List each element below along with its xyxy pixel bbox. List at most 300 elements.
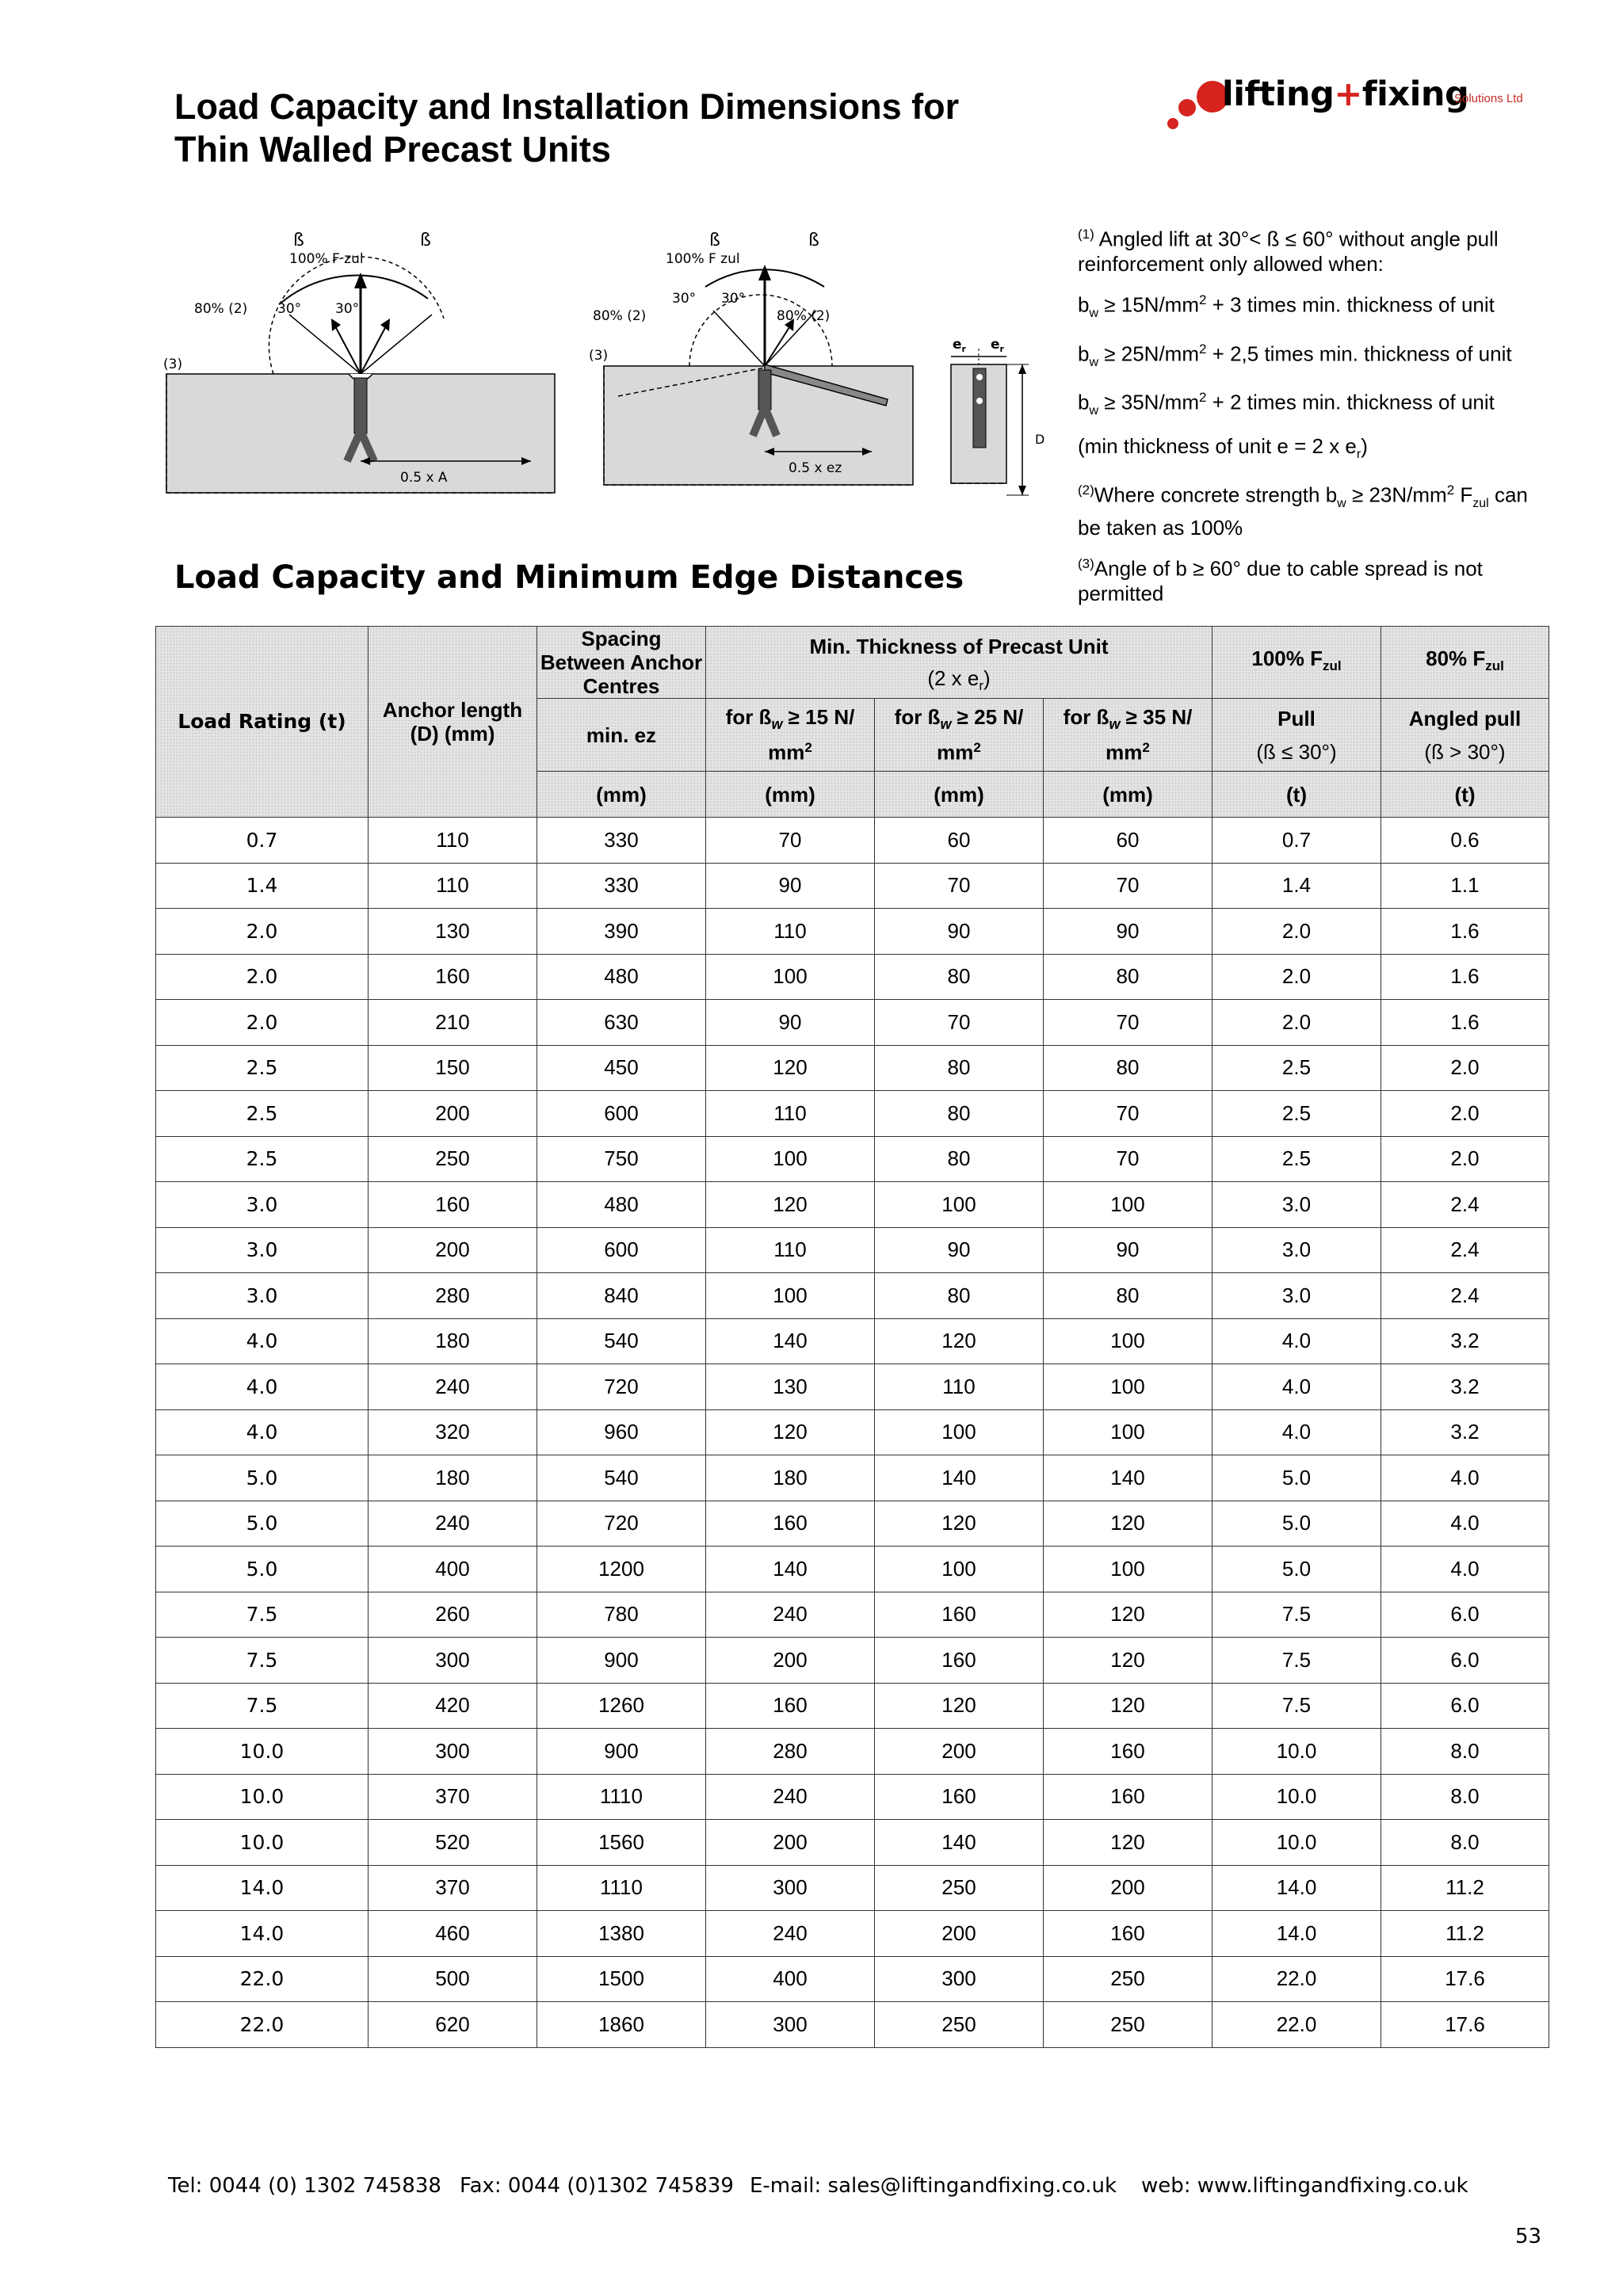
table-cell: 11.2 (1381, 1865, 1549, 1911)
table-cell: 70 (1044, 1000, 1212, 1046)
header-pull: Pull (ß ≤ 30°) (1212, 699, 1381, 772)
table-cell: 160 (369, 1182, 537, 1228)
note-ref-label: (3) (163, 357, 183, 372)
table-cell: 480 (537, 954, 706, 1000)
table-cell: 110 (706, 909, 875, 955)
table-cell: 900 (537, 1638, 706, 1684)
edge-distance-diagram (935, 333, 1070, 507)
table-cell: 80 (875, 1045, 1044, 1091)
table-cell: 160 (706, 1501, 875, 1547)
table-cell: 300 (369, 1638, 537, 1684)
table-cell: 80 (875, 1136, 1044, 1182)
table-cell: 110 (369, 863, 537, 909)
note-ref-label: (3) (589, 348, 609, 364)
table-cell: 2.5 (156, 1045, 369, 1091)
table-cell: 2.5 (1212, 1045, 1381, 1091)
table-row (156, 954, 1549, 1000)
table-cell: 600 (537, 1091, 706, 1137)
table-row (156, 1318, 1549, 1364)
table-cell: 120 (1044, 1638, 1212, 1684)
table-cell: 3.0 (1212, 1273, 1381, 1319)
table-cell: 3.0 (1212, 1227, 1381, 1273)
table-cell: 140 (875, 1455, 1044, 1501)
angle-mid-label: 30° (721, 291, 746, 307)
table-cell: 250 (875, 1865, 1044, 1911)
table-cell: 90 (1044, 909, 1212, 955)
page-number: 53 (1515, 2225, 1542, 2248)
table-cell: 2.5 (1212, 1091, 1381, 1137)
table-cell: 8.0 (1381, 1774, 1549, 1820)
table-cell: 120 (875, 1501, 1044, 1547)
table-cell: 1380 (537, 1911, 706, 1957)
table-cell: 100 (1044, 1182, 1212, 1228)
table-cell: 4.0 (1381, 1455, 1549, 1501)
table-cell: 70 (875, 1000, 1044, 1046)
table-cell: 10.0 (156, 1729, 369, 1775)
table-cell: 4.0 (1381, 1547, 1549, 1592)
er-left-label: $e_r$ (953, 337, 966, 354)
table-cell: 10.0 (1212, 1820, 1381, 1866)
table-cell: 140 (706, 1547, 875, 1592)
header-load-rating: Load Rating (t) (156, 627, 369, 818)
footer-tel: Tel: 0044 (0) 1302 745838 (168, 2174, 441, 2198)
table-cell: 100 (1044, 1409, 1212, 1455)
table-cell: 2.0 (1381, 1091, 1549, 1137)
table-cell: 260 (369, 1592, 537, 1638)
table-cell: 200 (369, 1227, 537, 1273)
note-3: $^{(3)}$Angle of b ≥ 60° due to cable spread is not permitted (1078, 556, 1483, 605)
company-logo (1163, 71, 1544, 143)
note-1: $^{(1)}$ Angled lift at 30°< ß ≤ 60° without angle pull reinforcement only allowed when: (1078, 227, 1499, 276)
table-cell: 110 (706, 1091, 875, 1137)
table-row (156, 1000, 1549, 1046)
table-cell: 2.0 (1381, 1136, 1549, 1182)
table-cell: 140 (706, 1318, 875, 1364)
unit-thickness-25: (mm) (875, 772, 1044, 818)
note-bw15: $b_w \ge 15N/mm^2 + 3$ times min. thickness of unit (1078, 292, 1495, 320)
table-cell: 480 (537, 1182, 706, 1228)
table-cell: 120 (706, 1045, 875, 1091)
table-cell: 900 (537, 1729, 706, 1775)
table-cell: 130 (369, 909, 537, 955)
footer-email[interactable]: E-mail: sales@liftingandfixing.co.uk (750, 2174, 1117, 2198)
table-row (156, 1501, 1549, 1547)
header-thickness-15: for $ß_w \ge 15$ N/ $mm^2$ (706, 699, 875, 772)
table-row (156, 1729, 1549, 1775)
table-cell: 1.4 (1212, 863, 1381, 909)
table-cell: 0.7 (156, 818, 369, 864)
table-cell: 1860 (537, 2002, 706, 2048)
table-row (156, 1091, 1549, 1137)
footer-fax: Fax: 0044 (0)1302 745839 (460, 2174, 734, 2198)
table-cell: 4.0 (156, 1364, 369, 1410)
table-cell: 10.0 (156, 1774, 369, 1820)
table-cell: 300 (706, 1865, 875, 1911)
table-cell: 390 (537, 909, 706, 955)
table-cell: 2.0 (1212, 909, 1381, 955)
table-cell: 22.0 (156, 2002, 369, 2048)
table-cell: 300 (875, 1956, 1044, 2002)
header-f80: 80% $F_{zul}$ (1381, 627, 1549, 699)
table-cell: 70 (1044, 1136, 1212, 1182)
table-cell: 120 (1044, 1683, 1212, 1729)
table-cell: 5.0 (1212, 1501, 1381, 1547)
table-cell: 2.5 (156, 1136, 369, 1182)
table-cell: 1.1 (1381, 863, 1549, 909)
table-cell: 120 (875, 1683, 1044, 1729)
table-cell: 200 (875, 1911, 1044, 1957)
table-cell: 3.0 (1212, 1182, 1381, 1228)
table-cell: 22.0 (1212, 2002, 1381, 2048)
beta-left-label: ß (709, 231, 720, 250)
table-cell: 90 (1044, 1227, 1212, 1273)
table-cell: 70 (875, 863, 1044, 909)
table-cell: 2.0 (156, 954, 369, 1000)
section-subtitle: Load Capacity and Minimum Edge Distances (174, 559, 964, 596)
table-row (156, 1273, 1549, 1319)
dimension-label: 0.5 x A (400, 470, 448, 486)
table-cell: 200 (875, 1729, 1044, 1775)
table-cell: 14.0 (1212, 1911, 1381, 1957)
full-load-label: 100% F zul (666, 251, 740, 267)
table-cell: 14.0 (156, 1865, 369, 1911)
table-cell: 100 (875, 1547, 1044, 1592)
table-cell: 130 (706, 1364, 875, 1410)
table-cell: 2.5 (1212, 1136, 1381, 1182)
table-cell: 7.5 (156, 1683, 369, 1729)
table-cell: 1.6 (1381, 954, 1549, 1000)
table-cell: 90 (706, 1000, 875, 1046)
table-cell: 0.6 (1381, 818, 1549, 864)
footer-web[interactable]: web: www.liftingandfixing.co.uk (1141, 2174, 1468, 2198)
table-cell: 1500 (537, 1956, 706, 2002)
header-thickness-25: for $ß_w \ge 25$ N/ $mm^2$ (875, 699, 1044, 772)
table-cell: 780 (537, 1592, 706, 1638)
notes-block (1078, 222, 1553, 617)
table-cell: 450 (537, 1045, 706, 1091)
table-row (156, 1865, 1549, 1911)
table-cell: 720 (537, 1501, 706, 1547)
note-bw35: $b_w \ge 35N/mm^2 + 2$ times min. thickness of unit (1078, 390, 1495, 418)
table-cell: 330 (537, 818, 706, 864)
table-cell: 70 (706, 818, 875, 864)
table-cell: 370 (369, 1774, 537, 1820)
table-row (156, 909, 1549, 955)
table-cell: 4.0 (1212, 1409, 1381, 1455)
table-cell: 2.0 (156, 1000, 369, 1046)
table-cell: 3.2 (1381, 1364, 1549, 1410)
table-cell: 400 (706, 1956, 875, 2002)
table-row (156, 1774, 1549, 1820)
table-cell: 1.4 (156, 863, 369, 909)
table-cell: 180 (369, 1318, 537, 1364)
table-row (156, 1455, 1549, 1501)
table-row (156, 1547, 1549, 1592)
table-cell: 1110 (537, 1865, 706, 1911)
header-spacing: Spacing Between Anchor Centres (537, 627, 706, 699)
table-cell: 1.6 (1381, 909, 1549, 955)
table-cell: 2.0 (1212, 1000, 1381, 1046)
unit-pull: (t) (1212, 772, 1381, 818)
table-cell: 240 (369, 1501, 537, 1547)
table-cell: 520 (369, 1820, 537, 1866)
table-cell: 1200 (537, 1547, 706, 1592)
table-cell: 620 (369, 2002, 537, 2048)
table-cell: 60 (875, 818, 1044, 864)
table-body (156, 818, 1549, 2048)
table-cell: 11.2 (1381, 1911, 1549, 1957)
full-load-label: 100% F zul (289, 251, 364, 267)
unit-thickness-15: (mm) (706, 772, 875, 818)
table-cell: 4.0 (156, 1318, 369, 1364)
table-cell: 80 (875, 954, 1044, 1000)
table-cell: 160 (706, 1683, 875, 1729)
beta-right-label: ß (808, 231, 819, 250)
table-cell: 80 (1044, 954, 1212, 1000)
table-cell: 1260 (537, 1683, 706, 1729)
table-cell: 70 (1044, 1091, 1212, 1137)
table-cell: 100 (875, 1182, 1044, 1228)
table-cell: 630 (537, 1000, 706, 1046)
table-cell: 110 (369, 818, 537, 864)
table-cell: 7.5 (156, 1638, 369, 1684)
table-cell: 17.6 (1381, 2002, 1549, 2048)
table-cell: 80 (1044, 1273, 1212, 1319)
beta-left-label: ß (293, 231, 304, 250)
table-cell: 4.0 (1212, 1318, 1381, 1364)
table-cell: 100 (1044, 1364, 1212, 1410)
table-cell: 5.0 (1212, 1455, 1381, 1501)
table-cell: 150 (369, 1045, 537, 1091)
table-cell: 600 (537, 1227, 706, 1273)
table-cell: 300 (706, 2002, 875, 2048)
table-row (156, 1638, 1549, 1684)
table-row (156, 1683, 1549, 1729)
table-cell: 370 (369, 1865, 537, 1911)
table-row (156, 1364, 1549, 1410)
table-cell: 100 (875, 1409, 1044, 1455)
table-cell: 540 (537, 1455, 706, 1501)
er-right-label: $e_r$ (991, 337, 1004, 354)
table-cell: 80 (875, 1273, 1044, 1319)
reduced-load-right-label: 80% (2) (777, 308, 831, 324)
table-row (156, 1227, 1549, 1273)
table-cell: 5.0 (156, 1501, 369, 1547)
header-spacing-min-ez: min. ez (537, 699, 706, 772)
table-row (156, 863, 1549, 909)
table-cell: 10.0 (156, 1820, 369, 1866)
table-cell: 400 (369, 1547, 537, 1592)
table-cell: 2.4 (1381, 1273, 1549, 1319)
table-cell: 280 (706, 1729, 875, 1775)
table-cell: 120 (706, 1409, 875, 1455)
table-cell: 140 (875, 1820, 1044, 1866)
table-cell: 7.5 (1212, 1592, 1381, 1638)
table-cell: 180 (369, 1455, 537, 1501)
note-min-thickness: (min thickness of unit e = 2 x $e_r$) (1078, 434, 1368, 462)
page-title (174, 86, 959, 171)
table-cell: 8.0 (1381, 1820, 1549, 1866)
table-row (156, 1911, 1549, 1957)
table-cell: 160 (1044, 1729, 1212, 1775)
table-cell: 160 (369, 954, 537, 1000)
table-cell: 8.0 (1381, 1729, 1549, 1775)
note-bw25: $b_w \ge 25N/mm^2 + 2,5$ times min. thickness of unit (1078, 341, 1512, 369)
table-cell: 250 (1044, 1956, 1212, 2002)
table-cell: 160 (1044, 1911, 1212, 1957)
straight-lift-diagram (158, 223, 563, 501)
table-cell: 210 (369, 1000, 537, 1046)
table-cell: 200 (706, 1638, 875, 1684)
reduced-load-left-label: 80% (2) (593, 308, 647, 324)
table-cell: 22.0 (156, 1956, 369, 2002)
table-cell: 840 (537, 1273, 706, 1319)
table-cell: 4.0 (1381, 1501, 1549, 1547)
unit-angled-pull: (t) (1381, 772, 1549, 818)
table-cell: 70 (1044, 863, 1212, 909)
angled-lift-diagram (586, 223, 919, 501)
logo-wordmark: lifting+fixing (1222, 74, 1469, 114)
table-cell: 90 (875, 1227, 1044, 1273)
table-cell: 3.0 (156, 1227, 369, 1273)
table-cell: 10.0 (1212, 1774, 1381, 1820)
table-cell: 1110 (537, 1774, 706, 1820)
table-cell: 540 (537, 1318, 706, 1364)
unit-spacing: (mm) (537, 772, 706, 818)
table-cell: 10.0 (1212, 1729, 1381, 1775)
table-cell: 420 (369, 1683, 537, 1729)
angle-left-label: 30° (672, 291, 697, 307)
table-cell: 7.5 (1212, 1683, 1381, 1729)
table-cell: 2.0 (1212, 954, 1381, 1000)
table-cell: 14.0 (1212, 1865, 1381, 1911)
table-cell: 100 (706, 1273, 875, 1319)
table-cell: 160 (875, 1774, 1044, 1820)
table-cell: 7.5 (1212, 1638, 1381, 1684)
table-row (156, 1182, 1549, 1228)
table-cell: 6.0 (1381, 1638, 1549, 1684)
table-cell: 200 (369, 1091, 537, 1137)
angle-left-label: 30° (277, 301, 302, 317)
table-cell: 2.5 (156, 1091, 369, 1137)
table-cell: 14.0 (156, 1911, 369, 1957)
table-cell: 280 (369, 1273, 537, 1319)
table-row (156, 1592, 1549, 1638)
dimension-label: 0.5 x ez (789, 460, 842, 476)
table-cell: 2.0 (1381, 1045, 1549, 1091)
table-cell: 120 (1044, 1592, 1212, 1638)
table-cell: 300 (369, 1729, 537, 1775)
table-cell: 100 (1044, 1547, 1212, 1592)
table-cell: 120 (1044, 1820, 1212, 1866)
page-title-line-1: Load Capacity and Installation Dimensions for (174, 86, 960, 127)
table-cell: 250 (369, 1136, 537, 1182)
note-2: $^{(2)}$Where concrete strength $b_w \ge 23N/mm^2$ $F_{zul}$ can be taken as 100% (1078, 482, 1528, 540)
table-row (156, 1820, 1549, 1866)
table-cell: 110 (706, 1227, 875, 1273)
table-cell: 2.4 (1381, 1227, 1549, 1273)
logo-dots-icon (1163, 71, 1227, 135)
table-cell: 200 (706, 1820, 875, 1866)
table-cell: 500 (369, 1956, 537, 2002)
table-cell: 4.0 (1212, 1364, 1381, 1410)
header-f100: 100% $F_{zul}$ (1212, 627, 1381, 699)
table-cell: 160 (875, 1592, 1044, 1638)
table-cell: 240 (706, 1592, 875, 1638)
table-cell: 240 (706, 1911, 875, 1957)
table-cell: 5.0 (1212, 1547, 1381, 1592)
table-cell: 0.7 (1212, 818, 1381, 864)
table-cell: 120 (706, 1182, 875, 1228)
table-cell: 330 (537, 863, 706, 909)
table-row (156, 1409, 1549, 1455)
table-row (156, 1956, 1549, 2002)
table-cell: 960 (537, 1409, 706, 1455)
table-cell: 5.0 (156, 1455, 369, 1501)
table-cell: 720 (537, 1364, 706, 1410)
table-cell: 2.0 (156, 909, 369, 955)
table-cell: 160 (1044, 1774, 1212, 1820)
table-cell: 250 (1044, 2002, 1212, 2048)
table-cell: 240 (369, 1364, 537, 1410)
page-title-line-2: Thin Walled Precast Units (174, 129, 611, 170)
table-row (156, 2002, 1549, 2048)
logo-tagline: Solutions Ltd (1454, 92, 1523, 105)
table-cell: 17.6 (1381, 1956, 1549, 2002)
depth-label: D (1035, 432, 1045, 447)
table-cell: 90 (706, 863, 875, 909)
table-cell: 100 (1044, 1318, 1212, 1364)
table-cell: 240 (706, 1774, 875, 1820)
table-cell: 110 (875, 1364, 1044, 1410)
table-cell: 60 (1044, 818, 1212, 864)
unit-thickness-35: (mm) (1044, 772, 1212, 818)
table-cell: 5.0 (156, 1547, 369, 1592)
table-cell: 6.0 (1381, 1683, 1549, 1729)
table-cell: 2.4 (1381, 1182, 1549, 1228)
table-cell: 3.0 (156, 1273, 369, 1319)
table-cell: 120 (1044, 1501, 1212, 1547)
header-thickness-35: for $ß_w \ge 35$ N/ $mm^2$ (1044, 699, 1212, 772)
reduced-load-label: 80% (2) (194, 301, 248, 317)
header-angled-pull: Angled pull (ß > 30°) (1381, 699, 1549, 772)
table-cell: 180 (706, 1455, 875, 1501)
table-cell: 3.0 (156, 1182, 369, 1228)
table-row (156, 818, 1549, 864)
load-capacity-table (155, 626, 1549, 2048)
table-cell: 1560 (537, 1820, 706, 1866)
table-cell: 80 (875, 1091, 1044, 1137)
header-min-thickness: Min. Thickness of Precast Unit (2 x $e_r$) (706, 627, 1212, 699)
beta-right-label: ß (420, 231, 431, 250)
table-cell: 22.0 (1212, 1956, 1381, 2002)
table-cell: 90 (875, 909, 1044, 955)
table-cell: 250 (875, 2002, 1044, 2048)
table-cell: 120 (875, 1318, 1044, 1364)
table-cell: 4.0 (156, 1409, 369, 1455)
header-anchor-length: Anchor length (D) (mm) (369, 627, 537, 818)
table-cell: 3.2 (1381, 1318, 1549, 1364)
table-cell: 1.6 (1381, 1000, 1549, 1046)
table-row (156, 1136, 1549, 1182)
table-cell: 750 (537, 1136, 706, 1182)
table-cell: 160 (875, 1638, 1044, 1684)
table-cell: 100 (706, 1136, 875, 1182)
table-cell: 140 (1044, 1455, 1212, 1501)
table-cell: 6.0 (1381, 1592, 1549, 1638)
table-cell: 200 (1044, 1865, 1212, 1911)
table-cell: 7.5 (156, 1592, 369, 1638)
